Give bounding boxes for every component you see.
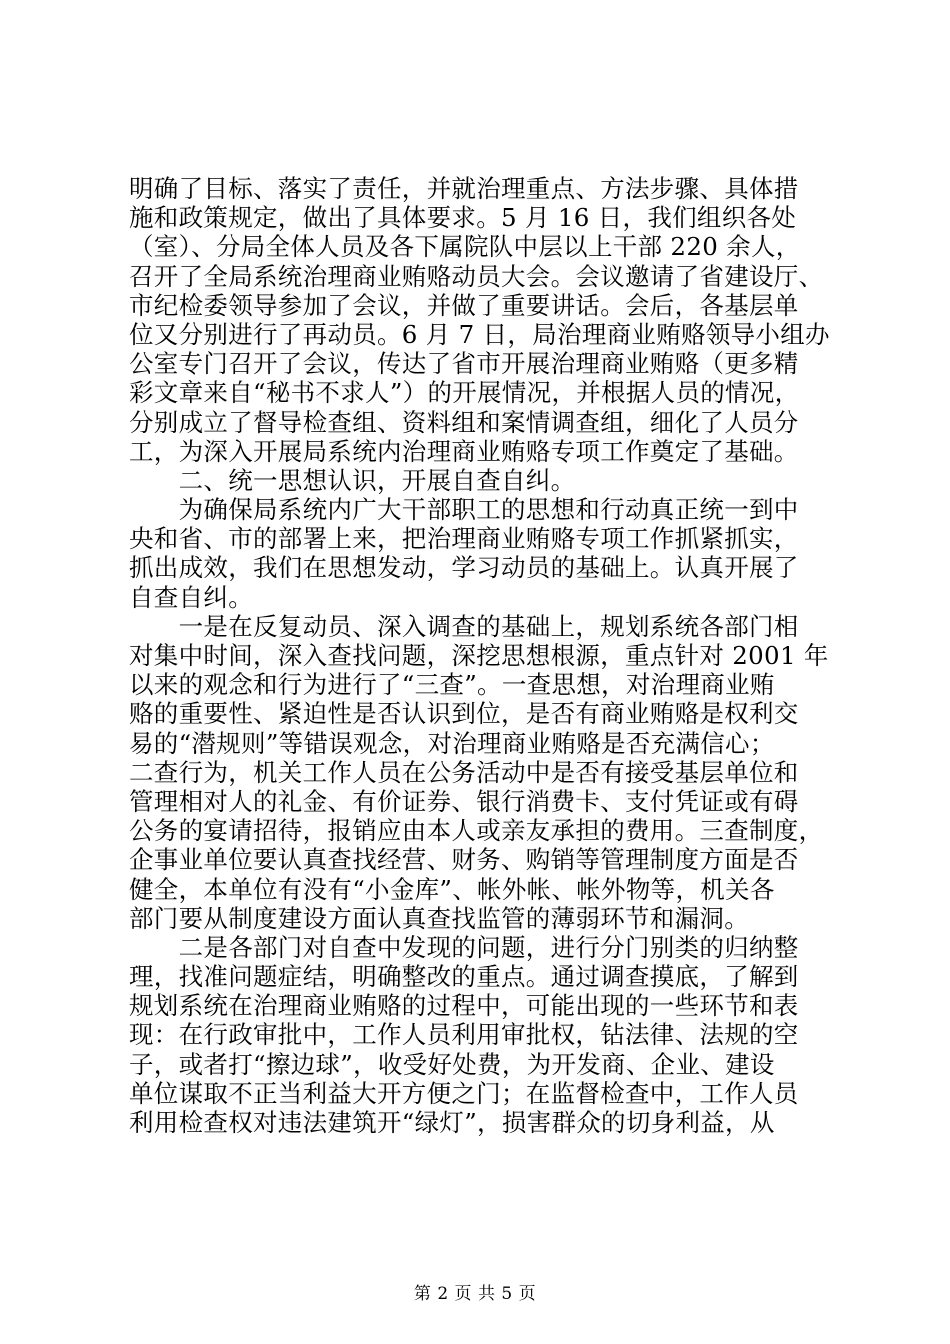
text-line: 抓出成效，我们在思想发动，学习动员的基础上。认真开展了	[129, 553, 799, 583]
section-heading: 二、统一思想认识，开展自查自纠。	[129, 465, 576, 495]
text-line: 自查自纠。	[129, 582, 253, 612]
text-line: 央和省、市的部署上来，把治理商业贿赂专项工作抓紧抓实，	[129, 524, 799, 554]
page-number-footer: 第 2 页 共 5 页	[413, 1284, 537, 1304]
text-line: 易的“潜规则”等错误观念，对治理商业贿赂是否充满信心；	[129, 728, 775, 758]
text-line: 一是在反复动员、深入调查的基础上，规划系统各部门相	[129, 611, 799, 641]
text-line: （室）、分局全体人员及各下属院队中层以上干部 220 余人，	[129, 232, 801, 262]
text-line: 二查行为，机关工作人员在公务活动中是否有接受基层单位和	[129, 757, 799, 787]
text-line: 分别成立了督导检查组、资料组和案情调查组，细化了人员分	[129, 407, 799, 437]
text-line: 理，找准问题症结，明确整改的重点。通过调查摸底，了解到	[129, 962, 799, 992]
text-line: 工，为深入开展局系统内治理商业贿赂专项工作奠定了基础。	[129, 436, 799, 466]
text-line: 利用检查权对违法建筑开“绿灯”，损害群众的切身利益，从	[129, 1108, 775, 1137]
text-line: 管理相对人的礼金、有价证券、银行消费卡、支付凭证或有碍	[129, 786, 799, 816]
text-line: 部门要从制度建设方面认真查找监管的薄弱环节和漏洞。	[129, 903, 749, 933]
text-line: 二是各部门对自查中发现的问题，进行分门别类的归纳整	[129, 932, 799, 962]
text-line: 施和政策规定，做出了具体要求。5 月 16 日，我们组织各处	[129, 203, 797, 233]
text-line: 以来的观念和行为进行了“三查”。一查思想，对治理商业贿	[129, 670, 775, 700]
text-line: 市纪检委领导参加了会议，并做了重要讲话。会后，各基层单	[129, 290, 799, 320]
text-line: 健全，本单位有没有“小金库”、帐外帐、帐外物等，机关各	[129, 874, 775, 904]
text-line: 单位谋取不正当利益大开方便之门；在监督检查中，工作人员	[129, 1078, 799, 1108]
text-line: 为确保局系统内广大干部职工的思想和行动真正统一到中	[129, 495, 799, 525]
text-line: 对集中时间，深入查找问题，深挖思想根源，重点针对 2001 年	[129, 641, 829, 670]
text-line: 召开了全局系统治理商业贿赂动员大会。会议邀请了省建设厅、	[129, 261, 824, 291]
text-line: 公务的宴请招待，报销应由本人或亲友承担的费用。三查制度，	[129, 816, 824, 846]
text-line: 明确了目标、落实了责任，并就治理重点、方法步骤、具体措	[129, 174, 799, 203]
text-line: 公室专门召开了会议，传达了省市开展治理商业贿赂（更多精	[129, 349, 799, 379]
text-line: 规划系统在治理商业贿赂的过程中，可能出现的一些环节和表	[129, 991, 799, 1021]
text-line: 现：在行政审批中，工作人员利用审批权，钻法律、法规的空	[129, 1020, 799, 1050]
text-line: 子，或者打“擦边球”，收受好处费，为开发商、企业、建设	[129, 1049, 775, 1079]
text-line: 赂的重要性、紧迫性是否认识到位，是否有商业贿赂是权利交	[129, 699, 799, 729]
text-line: 彩文章来自“秘书不求人”）的开展情况，并根据人员的情况，	[129, 378, 800, 408]
text-line: 企事业单位要认真查找经营、财务、购销等管理制度方面是否	[129, 845, 799, 875]
document-body	[129, 174, 829, 1137]
text-line: 位又分别进行了再动员。6 月 7 日，局治理商业贿赂领导小组办	[129, 319, 830, 349]
